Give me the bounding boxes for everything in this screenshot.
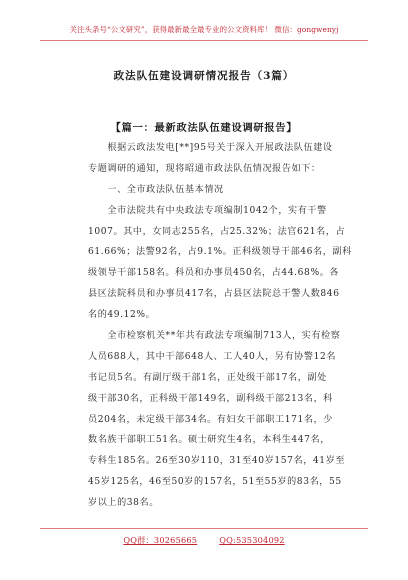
header-divider bbox=[40, 40, 368, 41]
body-line: 员204名，未定级干部34名。有妇女干部职工171名，少 bbox=[88, 414, 333, 425]
footer-divider bbox=[40, 528, 368, 529]
body-line: 全市检察机关**年共有政法专项编制713人，实有检察 bbox=[88, 331, 341, 342]
body-line: 级领导干部158名。科员和办事员450名，占44.68%。各 bbox=[88, 268, 340, 279]
body-line: 一、全市政法队伍基本情况 bbox=[88, 184, 224, 195]
body-line: 书记员5名。有副厅级干部1名，正处级干部17名，副处 bbox=[88, 372, 327, 383]
header-note: 关注头条号“公文研究”，获得最新最全最专业的公文资料库！ 微信：gongwenyj bbox=[69, 25, 339, 34]
qq-group-link[interactable]: QQ群：30265665 bbox=[123, 535, 198, 545]
body-line: 61.66%；法警92名，占9.1%。正科级领导干部46名，副科 bbox=[88, 247, 352, 258]
body-line: 全市法院共有中央政法专项编制1042个，实有干警 bbox=[88, 205, 327, 216]
body-line: 级干部30名，正科级干部149名，副科级干部213名，科 bbox=[88, 393, 333, 404]
body-line: 名的49.12%。 bbox=[88, 310, 156, 321]
document-title: 政法队伍建设调研情况报告（3篇） bbox=[113, 70, 295, 82]
body-line: 1007。其中，女同志255名，占25.32%；法官621名，占 bbox=[88, 226, 346, 237]
qq-contact-link[interactable]: QQ:535304092 bbox=[219, 535, 285, 545]
body-line: 45岁125名，46至50岁的157名，51至55岁的83名，55 bbox=[88, 477, 342, 488]
document-body bbox=[88, 138, 356, 514]
body-line: 县区法院科员和办事员417名，占县区法院总干警人数846 bbox=[88, 289, 340, 300]
body-line: 专科生185名。26至30岁110，31至40岁157名，41岁至 bbox=[88, 456, 346, 467]
body-line: 人员688人，其中干部648人、工人40人，另有协警12名 bbox=[88, 351, 337, 362]
footer-contacts bbox=[0, 535, 408, 546]
body-line: 数名族干部职工51名。硕士研究生4名，本科生447名， bbox=[88, 435, 330, 446]
body-line: 专题调研的通知，现将昭通市政法队伍情况报告如下： bbox=[88, 163, 321, 174]
body-line: 根据云政法发电[**]95号关于深入开展政法队伍建设 bbox=[88, 143, 333, 153]
body-line: 岁以上的38名。 bbox=[88, 498, 159, 509]
section-heading: 【篇一：最新政法队伍建设调研报告】 bbox=[110, 122, 298, 134]
